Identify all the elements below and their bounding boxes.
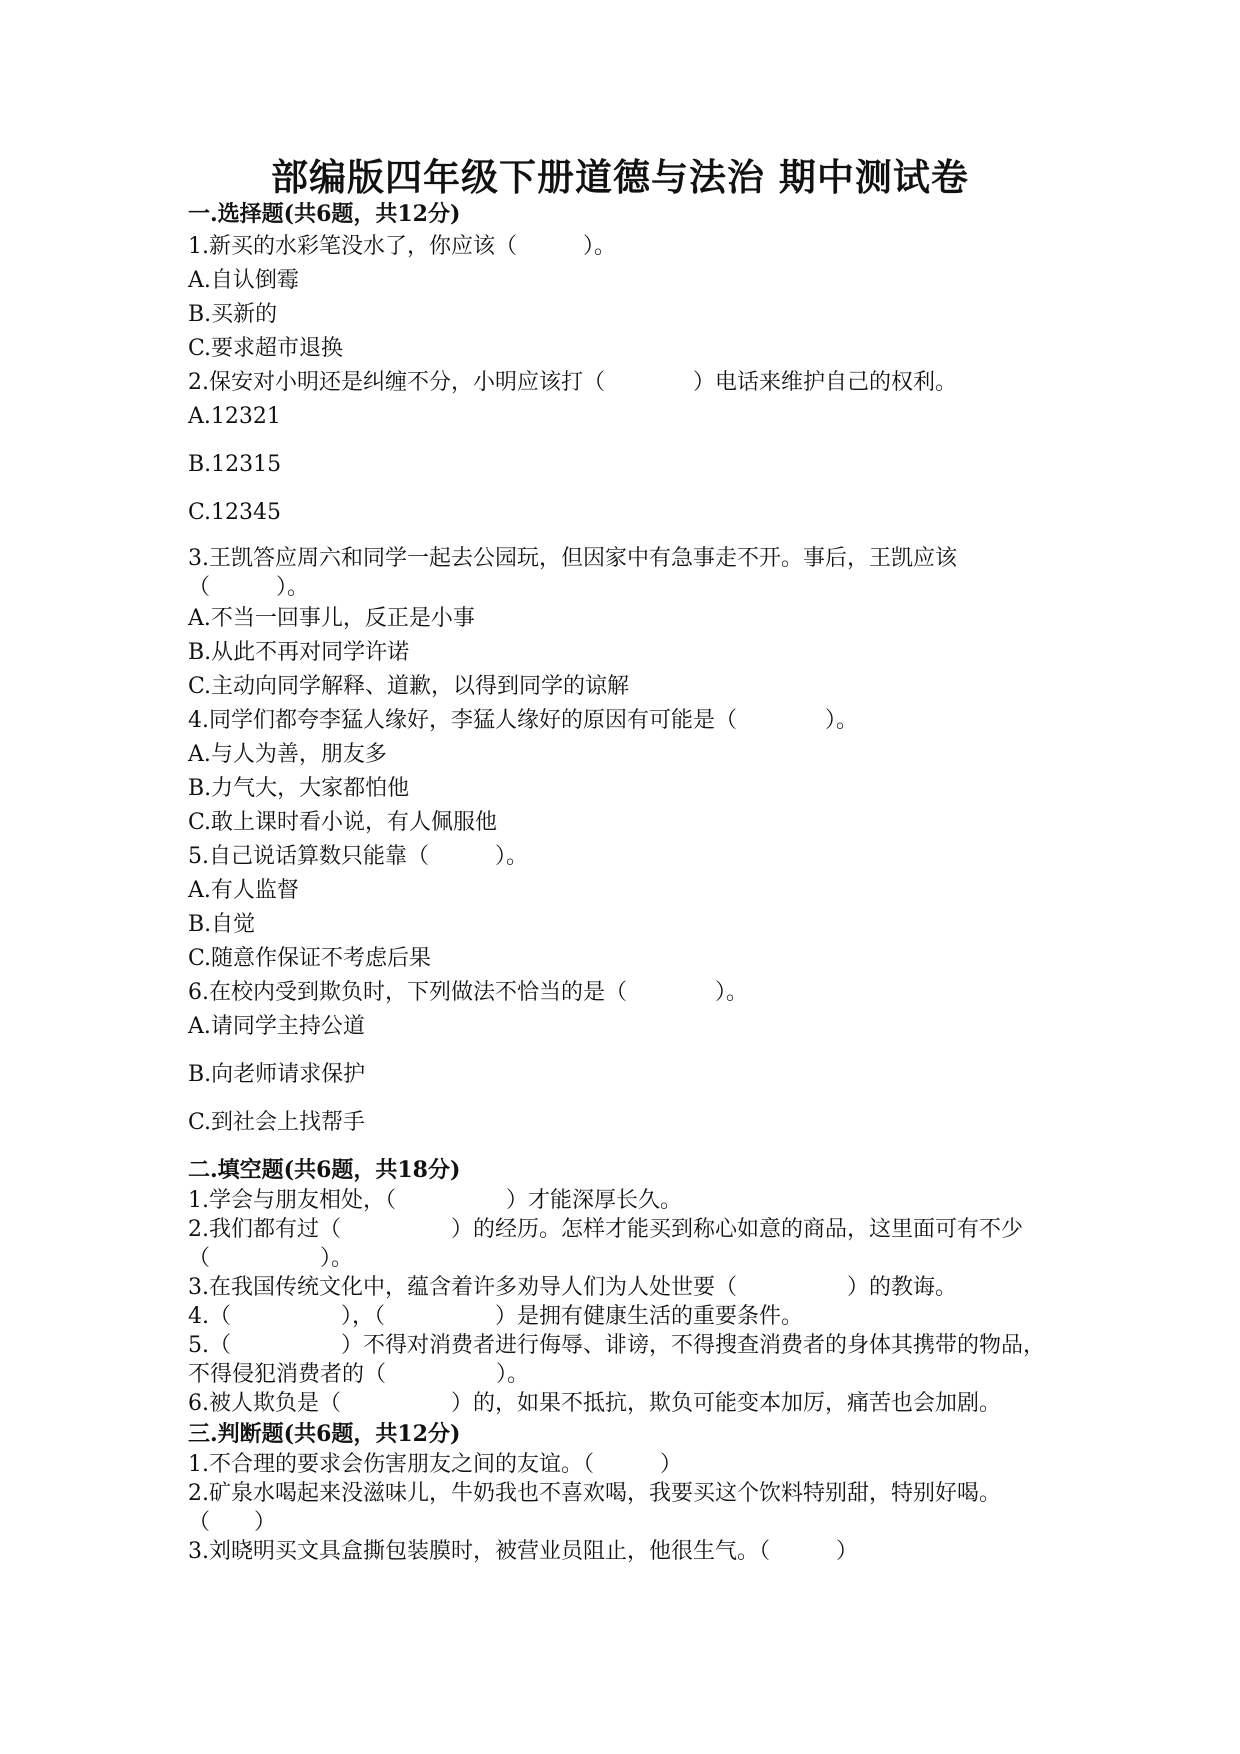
- option-c: C.要求超市退换: [188, 336, 344, 361]
- question-text: 3.在我国传统文化中，蕴含着许多劝导人们为人处世要（ ）的教诲。: [188, 1275, 957, 1300]
- question-text: 3.王凯答应周六和同学一起去公园玩，但因家中有急事走不开。事后，王凯应该（ ）。: [188, 546, 957, 600]
- question-text: 1.新买的水彩笔没水了，你应该（ ）。: [188, 234, 616, 259]
- option-b: B.从此不再对同学许诺: [188, 640, 410, 665]
- option-c: C.12345: [188, 500, 282, 525]
- option-c: C.随意作保证不考虑后果: [188, 946, 432, 971]
- option-c: C.到社会上找帮手: [188, 1110, 366, 1135]
- question-text: 4.同学们都夸李猛人缘好，李猛人缘好的原因有可能是（ ）。: [188, 708, 858, 733]
- option-c: C.主动向同学解释、道歉，以得到同学的谅解: [188, 674, 630, 699]
- option-a: A.自认倒霉: [188, 268, 299, 293]
- question-text: 2.我们都有过（ ）的经历。怎样才能买到称心如意的商品，这里面可有不少（ ）。: [188, 1217, 1023, 1271]
- question-text: 6.被人欺负是（ ）的，如果不抵抗，欺负可能变本加厉，痛苦也会加剧。: [188, 1391, 1001, 1416]
- question-text: 1.不合理的要求会伤害朋友之间的友谊。（ ）: [188, 1452, 682, 1477]
- option-b: B.向老师请求保护: [188, 1062, 366, 1087]
- option-b: B.自觉: [188, 912, 256, 937]
- option-a: A.有人监督: [188, 878, 299, 903]
- question-text: 5.（ ）不得对消费者进行侮辱、诽谤，不得搜查消费者的身体其携带的物品，不得侵犯消费者的（ ）。: [188, 1333, 1045, 1387]
- option-b: B.力气大，大家都怕他: [188, 776, 410, 801]
- question-text: 5.自己说话算数只能靠（ ）。: [188, 844, 528, 869]
- question-text: 1.学会与朋友相处，（ ）才能深厚长久。: [188, 1188, 682, 1213]
- option-a: A.与人为善，朋友多: [188, 742, 387, 767]
- question-text: 3.刘晓明买文具盒撕包装膜时，被营业员阻止，他很生气。（ ）: [188, 1539, 858, 1564]
- section-fill-blank: [188, 1154, 1063, 1418]
- option-a: A.12321: [188, 404, 281, 429]
- option-c: C.敢上课时看小说，有人佩服他: [188, 810, 498, 835]
- section-heading: 二.填空题(共6题，共18分): [188, 1157, 461, 1183]
- exam-content: [188, 198, 1063, 1566]
- question-text: 6.在校内受到欺负时，下列做法不恰当的是（ ）。: [188, 980, 748, 1005]
- question-text: 4.（ ），（ ）是拥有健康生活的重要条件。: [188, 1304, 803, 1329]
- section-heading: 三.判断题(共6题，共12分): [188, 1421, 461, 1447]
- section-true-false: [188, 1418, 1063, 1566]
- section-heading: 一.选择题(共6题，共12分): [188, 201, 461, 227]
- section-choice: [188, 198, 1063, 1154]
- question-text: 2.保安对小明还是纠缠不分，小明应该打（ ）电话来维护自己的权利。: [188, 370, 957, 395]
- option-a: A.请同学主持公道: [188, 1014, 365, 1039]
- option-b: B.12315: [188, 452, 282, 477]
- question-text: 2.矿泉水喝起来没滋味儿，牛奶我也不喜欢喝，我要买这个饮料特别甜，特别好喝。（ ）: [188, 1481, 1001, 1535]
- option-b: B.买新的: [188, 302, 278, 327]
- option-a: A.不当一回事儿，反正是小事: [188, 606, 475, 631]
- page-title: 部编版四年级下册道德与法治 期中测试卷: [271, 155, 969, 199]
